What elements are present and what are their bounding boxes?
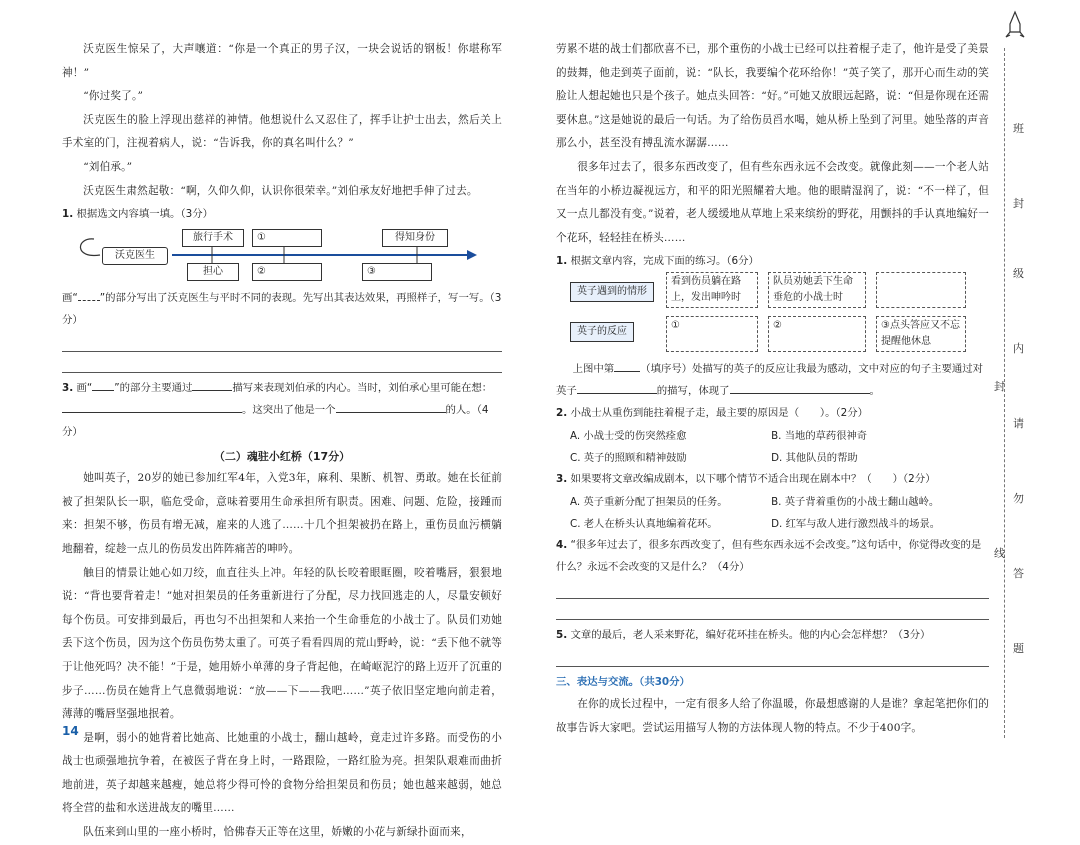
question-number: 2. [556, 407, 568, 420]
diagram-center-label: 沃克医生 [102, 247, 168, 265]
question-2 [556, 402, 989, 424]
wavy-mark [78, 288, 100, 301]
question-text: 小战士从重伤到能拄着棍子走，最主要的原因是（ ）。（2分） [570, 407, 869, 420]
option[interactable]: C. 英子的照顾和精神鼓励 [570, 452, 687, 465]
question-text: 画“ [62, 292, 78, 305]
question-text: 画“ [76, 382, 93, 395]
side-char: 级 [1013, 267, 1024, 280]
diagram-box-bottom-2: ② [252, 263, 322, 281]
question-number: 5. [556, 629, 568, 642]
page-number: 14 [62, 724, 79, 738]
question-number: 3. [62, 382, 74, 395]
answer-line[interactable] [62, 331, 502, 352]
paragraph: 是啊，弱小的她背着比她高、比她重的小战士，翻山越岭，竟走过许多路。而受伤的小战士也顽强地抗争着，在被医子背在身上时，一路跟险，一路红脸为亮。担架队艰难而曲折地前进，英子却越来越瘦，她总将少得可怜的食物分给担架员和伤员；她也越来越弱，她总将全营的盐和水送进战友的嘴里…… [62, 731, 502, 815]
part3-title: 三、表达与交流。（共30分） [556, 676, 690, 689]
question-5 [556, 624, 989, 646]
underline-mark [92, 378, 114, 391]
side-char: 班 [1013, 122, 1024, 135]
diagram-doctor [62, 227, 502, 283]
question-number: 1. [62, 208, 74, 221]
right-column [556, 38, 989, 741]
paragraph: 很多年过去了，很多东西改变了，但有些东西永远不会改变。就像此刻——一个老人站在当年的小桥边凝视远方，和平的阳光照耀着大地。他的眼睛湿润了，说：“不一样了，但又一点儿都没有变。”说着，老人缓缓地从草地上采来缤纷的野花，用颤抖的手认真地编好一个花环，轻轻挂在桥头…… [556, 160, 989, 244]
question-3 [62, 377, 502, 443]
fill-blank[interactable] [62, 400, 242, 413]
option[interactable]: C. 老人在桥头认真地编着花环。 [570, 518, 718, 531]
question-text: ”的部分写出了沃克医生与平时不同的表现。先写出其表达效果，再照样子，写一写。（3分） [62, 292, 502, 327]
fill-blank[interactable] [730, 381, 870, 394]
question-text: 根据文章内容，完成下面的练习。（6分） [570, 255, 759, 268]
diagram-box-top-2: ① [252, 229, 322, 247]
question-1 [62, 203, 502, 225]
fill-blank[interactable] [614, 359, 640, 372]
question-3 [556, 468, 989, 490]
option[interactable]: D. 其他队员的帮助 [771, 452, 858, 465]
side-char: 线 [994, 547, 1005, 560]
paragraph: 队伍来到山里的一座小桥时，恰佛春天正等在这里，娇嫩的小花与新绿扑面而来， [83, 826, 472, 839]
fill-blank[interactable] [192, 378, 232, 391]
diagram-box-situation-3[interactable] [876, 272, 966, 308]
question-number: 4. [556, 539, 568, 552]
diagram-box-bottom-3: ③ [362, 263, 432, 281]
question-2 [62, 287, 502, 331]
answer-line[interactable] [556, 578, 989, 599]
paragraph: 沃克医生肃然起敬：“啊，久仰久仰，认识你很荣幸。”刘伯承友好地把手伸了过去。 [83, 184, 478, 197]
question-number: 3. [556, 473, 568, 486]
question-text: 的描写，体现了 [656, 385, 730, 398]
fill-blank[interactable] [577, 381, 657, 394]
diagram-box-situation-2: 队员劝她丢下生命垂危的小战士时 [768, 272, 866, 308]
diagram-yingzi [556, 272, 989, 358]
paragraph: “你过奖了。” [83, 90, 144, 103]
option[interactable]: D. 红军与敌人进行激烈战斗的场景。 [771, 518, 941, 531]
question-number: 1. [556, 255, 568, 268]
question-text: 上图中第 [572, 363, 615, 376]
tag-situation: 英子遇到的情形 [570, 282, 654, 302]
paragraph: 沃克医生的脸上浮现出慈祥的神情。他想说什么又忍住了，挥手让护士出去，然后关上手术室的门，注视着病人，说：“告诉我，你的真名叫什么？” [62, 113, 502, 150]
diagram-box-reaction-2[interactable]: ② [768, 316, 866, 352]
question-text: ”的部分主要通过 [114, 382, 193, 395]
side-char: 答 [1013, 567, 1024, 580]
question-text: 根据选文内容填一填。（3分） [76, 208, 213, 221]
rocket-icon [1000, 10, 1030, 40]
tag-reaction: 英子的反应 [570, 322, 634, 342]
answer-line[interactable] [556, 599, 989, 620]
section-title: （二）魂驻小红桥（17分） [213, 450, 351, 464]
option[interactable]: B. 当地的草药很神奇 [771, 430, 868, 443]
diagram-box-bottom-1: 担心 [187, 263, 239, 281]
question-text: 的人。（4分） [62, 404, 489, 439]
option[interactable]: B. 英子背着重伤的小战士翻山越岭。 [771, 496, 940, 509]
side-char: 封 [1013, 197, 1024, 210]
option[interactable]: A. 小战士受的伤突然痊愈 [570, 430, 687, 443]
paragraph: “刘伯承。” [83, 160, 133, 173]
option[interactable]: A. 英子重新分配了担架员的任务。 [570, 496, 728, 509]
fill-blank[interactable] [336, 400, 446, 413]
paragraph: 她叫英子，20岁的她已参加红军4年，入党3年，麻利、果断、机智、勇敢。她在长征前被了担架队长一职，临危受命，意味着要用生命承担所有职责。困难、问题、危险，接踵而来：担架不够，伤员有增无减，雇来的人逃了……十几个担架被扔在路上，重伤员血污横躺地翻着，绽趁一点儿的伤员发出阵阵痛苦的呻吟。 [62, 472, 502, 555]
paragraph: 沃克医生惊呆了，大声嚷道：“你是一个真正的男子汉，一块会说话的钢板！你堪称军神！” [62, 43, 502, 79]
side-char: 内 [1013, 342, 1024, 355]
paragraph: 触目的情景让她心如刀绞，血直往头上冲。年轻的队长咬着眼眶圈，咬着嘴唇，狠狠地说：“背也要背着走！”她对担架员的任务重新进行了分配，尽力找回逃走的人，尽量安顿好每个伤员。可安排到最后，再也匀不出担架和人来抬一个生命垂危的小战士了。队员们劝她丢下这个伤员，因为这个伤员伤势太重了。可英子看看四周的荒山野岭，说：“丢下他不就等于让他死吗？决不能！”于是，她用娇小单薄的身子背起他，在崎岖泥泞的路上迈开了沉重的步子……伤员在她背上气息微弱地说：“放——下——我吧……”英子依旧坚定地向前走着，薄薄的嘴唇坚强地抿着。 [62, 566, 502, 721]
side-char: 勿 [1013, 492, 1024, 505]
part3-prompt: 在你的成长过程中，一定有很多人给了你温暖，你最想感谢的人是谁？拿起笔把你们的故事告诉大家吧。尝试运用描写人物的方法体现人物的特点。不少于400字。 [556, 698, 989, 734]
question-4 [556, 534, 989, 578]
side-char: 封 [994, 380, 1005, 393]
diagram-box-reaction-3: ③点头答应又不忘提醒他休息 [876, 316, 966, 352]
side-char: 请 [1013, 417, 1024, 430]
question-text: “很多年过去了，很多东西改变了，但有些东西永远不会改变。”这句话中，你觉得改变的是什么？永远不会改变的又是什么？（4分） [556, 539, 982, 574]
left-column [62, 38, 502, 845]
paragraph: 劳累不堪的战士们都欣喜不已，那个重伤的小战士已经可以拄着棍子走了，他许是受了美景的鼓舞，他走到英子面前，说：“队长，我要编个花环给你！”英子笑了，那开心而生动的笑脸让人想起她也只是个孩子。她点头回答：“好。”可她又放眼远起路，说：“但是你现在还需要休息。”这是她说的最后一句话。为了给伤员舀水喝，她从桥上坠到了河里。她坠落的声音那么小，甚至没有搏乱流水潺潺…… [556, 43, 989, 150]
side-char: 题 [1013, 642, 1024, 655]
diagram-box-top-1: 旅行手术 [182, 229, 244, 247]
answer-line[interactable] [62, 352, 502, 373]
diagram-box-top-3: 得知身份 [382, 229, 448, 247]
question-text: （填序号）处描写的英子的反应让我最为感动，文中对应的句子主要通过对英子 [556, 363, 984, 398]
question-text: 文章的最后，老人采来野花，编好花环挂在桥头。他的内心会怎样想？（3分） [570, 629, 931, 642]
question-text: 如果要将文章改编成剧本，以下哪个情节不适合出现在剧本中？（ ）（2分） [570, 473, 936, 486]
diagram-box-situation-1: 看到伤员躺在路上，发出呻吟时 [666, 272, 758, 308]
question-text: 描写来表现刘伯承的内心。当时，刘伯承心里可能在想： [232, 382, 493, 395]
question-text: 。这突出了他是一个 [242, 404, 336, 417]
answer-line[interactable] [556, 646, 989, 667]
diagram-box-reaction-1[interactable]: ① [666, 316, 758, 352]
question-1 [556, 250, 989, 272]
options-q2 [556, 424, 989, 468]
question-1-follow: 上图中第 （填序号）处描写的英子的反应让我最为感动，文中对应的句子主要通过对英子 的描写，体现了 。 [556, 358, 989, 402]
options-q3 [556, 490, 989, 534]
